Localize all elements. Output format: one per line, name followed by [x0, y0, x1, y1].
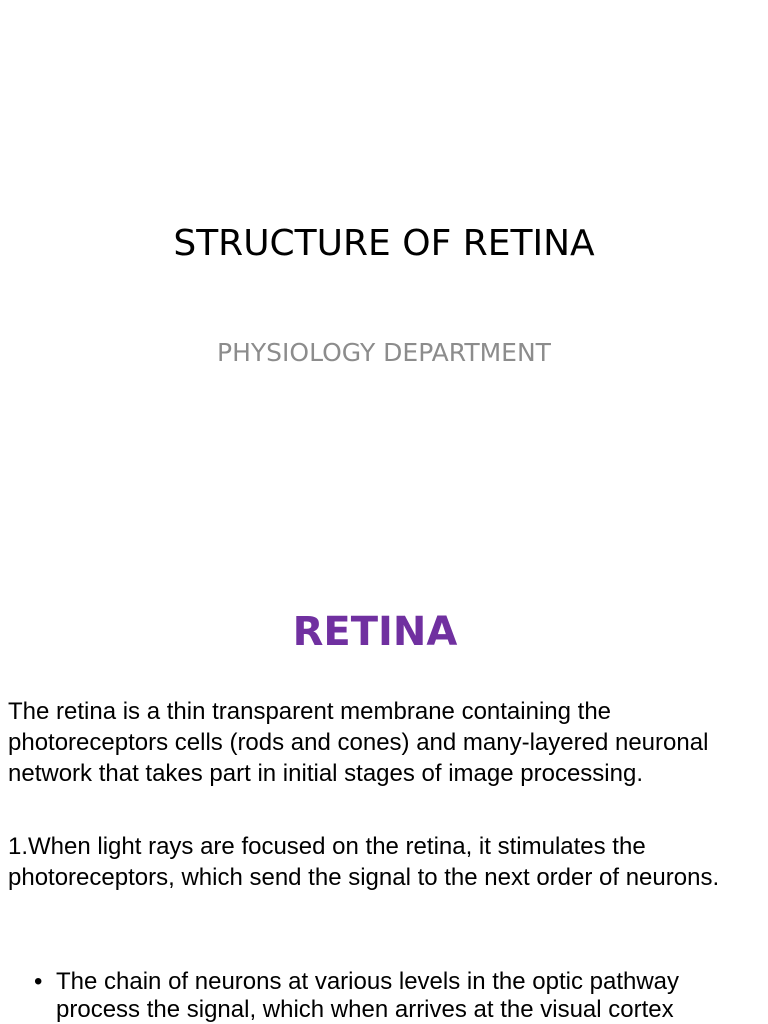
- bullet-text: The chain of neurons at various levels in the optic pathway process the signal, which when arrives at the visual cortex: [56, 968, 680, 1023]
- section-heading: RETINA: [292, 609, 458, 655]
- paragraph-retina-definition: The retina is a thin transparent membrane containing the photoreceptors cells (rods and cones) and many-layered neuronal network that takes part in initial stages of image processing.: [8, 698, 709, 787]
- bullet-icon: •: [34, 968, 43, 995]
- slide-title: STRUCTURE OF RETINA: [173, 223, 595, 264]
- paragraph-light-rays: 1.When light rays are focused on the retina, it stimulates the photoreceptors, which send the signal to the next order of neurons.: [8, 833, 720, 891]
- bullet-list: [0, 968, 752, 1024]
- list-item: [0, 968, 752, 1024]
- slide-subtitle: PHYSIOLOGY DEPARTMENT: [217, 338, 551, 367]
